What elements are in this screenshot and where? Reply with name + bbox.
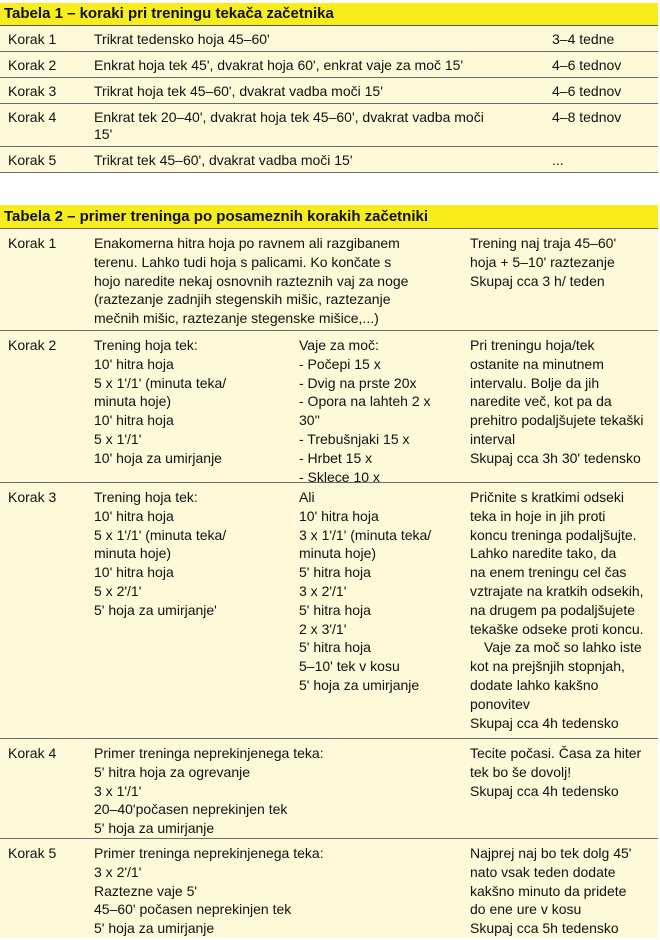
notes-line: tekaške odseke proti koncu. xyxy=(470,620,644,637)
notes-line: vztrajate na kratkih odsekih, xyxy=(470,582,644,599)
workout-cell xyxy=(86,839,462,938)
table-1-row xyxy=(0,51,658,77)
workout-cell xyxy=(86,331,291,468)
workout-line: 5' hoja za umirjanje xyxy=(94,920,215,937)
description-line: Enkrat tek 20–40', dvakrat hoja tek 45–60', dvakrat vadba moči xyxy=(94,109,484,125)
table-1-row xyxy=(0,77,658,103)
workout-cell xyxy=(86,739,462,838)
workout-line: 5 x 1'/1' (minuta teka/ xyxy=(94,374,227,391)
step-cell: Korak 2 xyxy=(8,337,57,353)
table-2-row xyxy=(0,482,658,738)
table-1-row xyxy=(0,103,658,146)
workout-cell xyxy=(86,483,291,620)
notes-line: na drugem pa podaljšujete xyxy=(470,601,636,618)
table-2-row xyxy=(0,738,658,838)
step-cell: Korak 4 xyxy=(8,109,57,125)
notes-line: kot na prejšnjih stopnjah, xyxy=(470,658,625,675)
notes-line: Skupaj cca 5h tedensko xyxy=(470,920,619,937)
step-cell: Korak 1 xyxy=(8,235,57,251)
table-1-row xyxy=(0,25,658,51)
notes-line: teka in hoje in jih proti xyxy=(470,507,606,524)
duration-cell: 3–4 tedne xyxy=(552,31,615,47)
notes-line: ponovitev xyxy=(470,695,530,712)
step-cell: Korak 3 xyxy=(8,83,57,99)
table-2-body xyxy=(0,228,658,938)
workout-line: 10' hitra hoja xyxy=(94,507,174,524)
strength-line: 3 x 2'/1' xyxy=(299,582,347,599)
table-2 xyxy=(0,205,658,938)
workout-line: 45–60' počasen neprekinjen tek xyxy=(94,901,292,918)
workout-line: mečnih mišic, raztezanje stegenske mišice,...) xyxy=(94,310,379,327)
notes-line: hoja + 5–10' raztezanje xyxy=(470,253,615,270)
table-2-row xyxy=(0,838,658,938)
table-1 xyxy=(0,3,658,173)
notes-cell xyxy=(462,839,658,938)
workout-line: 5' hoja za umirjanje xyxy=(94,820,215,837)
notes-line: Skupaj cca 3h 30' tedensko xyxy=(470,449,641,466)
step-cell: Korak 5 xyxy=(8,152,57,168)
workout-line: 20–40'počasen neprekinjen tek xyxy=(94,801,288,818)
strength-cell xyxy=(291,483,462,695)
workout-line: (raztezanje zadnjih stegenskih mišic, raztezanje xyxy=(94,291,391,308)
step-cell: Korak 2 xyxy=(8,57,57,73)
strength-line: - Hrbet 15 x xyxy=(299,449,373,466)
duration-cell: 4–6 tednov xyxy=(552,57,622,73)
notes-line: Pri treningu hoja/tek xyxy=(470,337,595,353)
notes-line: ostanite na minutnem xyxy=(470,355,604,372)
workout-line: Primer treninga neprekinjenega teka: xyxy=(94,745,324,761)
strength-line: - Opora na lahteh 2 x xyxy=(299,393,431,410)
workout-line: Primer treninga neprekinjenega teka: xyxy=(94,845,324,861)
workout-line: 5 x 1'/1' (minuta teka/ xyxy=(94,526,227,543)
notes-line: intervalu. Bolje da jih xyxy=(470,374,600,391)
strength-line: 10' hitra hoja xyxy=(299,507,379,524)
notes-line: do ene ure v kosu xyxy=(470,901,582,918)
notes-line: Skupaj cca 3 h/ teden xyxy=(470,272,605,289)
workout-line: Trening hoja tek: xyxy=(94,337,198,353)
strength-line: 5–10' tek v kosu xyxy=(299,658,400,675)
step-cell: Korak 4 xyxy=(8,745,57,761)
notes-cell xyxy=(462,229,658,290)
workout-line: 3 x 2'/1' xyxy=(94,863,142,880)
workout-line: Raztezne vaje 5' xyxy=(94,882,198,899)
strength-line: 3 x 1'/1' (minuta teka/ xyxy=(299,526,432,543)
description-cell xyxy=(86,147,544,172)
workout-line: 3 x 1'/1' xyxy=(94,782,142,799)
description-cell xyxy=(86,104,544,146)
workout-line: 10' hitra hoja xyxy=(94,564,174,581)
notes-line: koncu treninga podaljšujte. xyxy=(470,526,637,543)
step-cell: Korak 1 xyxy=(8,31,57,47)
table-1-title: Tabela 1 – koraki pri treningu tekača začetnika xyxy=(0,3,658,25)
workout-line: 5 x 2'/1' xyxy=(94,582,142,599)
strength-line: Ali xyxy=(299,489,315,505)
notes-cell xyxy=(462,483,658,732)
workout-line: 5' hoja za umirjanje' xyxy=(94,601,217,618)
workout-line: minuta hoje) xyxy=(94,393,172,410)
notes-line: na enem treningu cel čas xyxy=(470,564,627,581)
strength-line: 30'' xyxy=(299,412,320,429)
notes-line: dodate lahko kakšno xyxy=(470,676,599,693)
workout-line: minuta hoje) xyxy=(94,545,172,562)
description-line: Trikrat hoja tek 45–60', dvakrat vadba moči 15' xyxy=(94,83,383,99)
notes-line: Lahko naredite tako, da xyxy=(470,545,617,562)
notes-cell xyxy=(462,739,658,800)
notes-line: Tecite počasi. Časa za hiter xyxy=(470,745,642,761)
strength-cell xyxy=(291,331,462,486)
workout-line: Enakomerna hitra hoja po ravnem ali razgibanem xyxy=(94,235,400,251)
table-1-body xyxy=(0,25,658,173)
table-2-title: Tabela 2 – primer treninga po posameznih korakih začetniki xyxy=(0,205,658,228)
table-2-row xyxy=(0,228,658,330)
duration-cell: ... xyxy=(552,152,564,168)
strength-line: 5' hitra hoja xyxy=(299,564,371,581)
notes-line: Trening naj traja 45–60' xyxy=(470,235,617,251)
workout-line: terenu. Lahko tudi hoja s palicami. Ko končate s xyxy=(94,253,392,270)
strength-line: - Trebušnjaki 15 x xyxy=(299,430,410,447)
description-line: Trikrat tek 45–60', dvakrat vadba moči 15' xyxy=(94,152,353,168)
workout-cell xyxy=(86,229,462,328)
strength-line: minuta hoje) xyxy=(299,545,377,562)
notes-line: Skupaj cca 4h tedensko xyxy=(470,782,619,799)
notes-line: kakšno minuto da pridete xyxy=(470,882,627,899)
workout-line: 10' hoja za umirjanje xyxy=(94,449,222,466)
workout-line: 10' hitra hoja xyxy=(94,412,174,429)
table-1-row xyxy=(0,146,658,173)
notes-line: interval xyxy=(470,430,516,447)
workout-line: Trening hoja tek: xyxy=(94,489,198,505)
workout-line: 10' hitra hoja xyxy=(94,355,174,372)
strength-line: Vaje za moč: xyxy=(299,337,379,353)
step-cell: Korak 3 xyxy=(8,489,57,505)
workout-line: 5' hitra hoja za ogrevanje xyxy=(94,763,250,780)
strength-line: 5' hitra hoja xyxy=(299,639,371,656)
description-cell xyxy=(86,26,544,51)
notes-line: Vaje za moč so lahko iste xyxy=(484,639,642,656)
description-cell xyxy=(86,52,544,77)
workout-line: 5 x 1'/1' xyxy=(94,430,142,447)
description-line: Enkrat hoja tek 45', dvakrat hoja 60', enkrat vaje za moč 15' xyxy=(94,57,464,73)
strength-line: 5' hitra hoja xyxy=(299,601,371,618)
notes-line: Pričnite s kratkimi odseki xyxy=(470,489,625,505)
strength-line: - Počepi 15 x xyxy=(299,355,381,372)
notes-line: prehitro podaljšujete tekaški xyxy=(470,412,644,429)
strength-line: - Sklece 10 x xyxy=(299,468,380,485)
workout-line: hojo naredite nekaj osnovnih razteznih vaj za noge xyxy=(94,272,409,289)
notes-line: nato vsak teden dodate xyxy=(470,863,616,880)
table-2-row xyxy=(0,330,658,485)
notes-line: Skupaj cca 4h tedensko xyxy=(470,714,619,731)
duration-cell: 4–6 tednov xyxy=(552,83,622,99)
duration-cell: 4–8 tednov xyxy=(552,109,622,125)
strength-line: 5' hoja za umirjanje xyxy=(299,676,420,693)
description-line: Trikrat tedensko hoja 45–60' xyxy=(94,31,270,47)
notes-cell xyxy=(462,331,658,468)
notes-line: tek bo še dovolj! xyxy=(470,763,572,780)
description-line: 15' xyxy=(94,126,113,142)
strength-line: - Dvig na prste 20x xyxy=(299,374,417,391)
strength-line: 2 x 3'/1' xyxy=(299,620,347,637)
notes-line: naredite več, kot pa da xyxy=(470,393,612,410)
description-cell xyxy=(86,78,544,103)
notes-line: Najprej naj bo tek dolg 45' xyxy=(470,845,632,861)
step-cell: Korak 5 xyxy=(8,845,57,861)
